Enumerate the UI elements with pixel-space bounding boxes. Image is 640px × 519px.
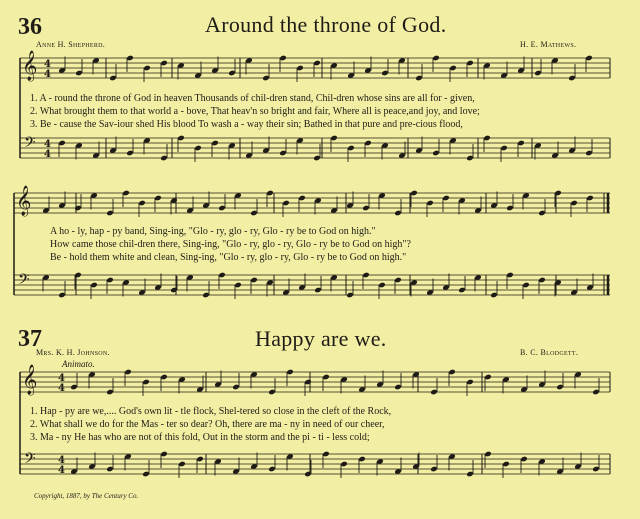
time-signature: 4 <box>58 465 65 476</box>
treble-clef: 𝄞 <box>22 365 38 395</box>
verse-line: 2. What shall we do for the Mas - ter so dear? Oh, there are ma - ny in need of our cheer, <box>30 419 385 430</box>
author-credit: Mrs. K. H. Johnson. <box>36 348 110 357</box>
hymn-number: 36 <box>18 14 42 40</box>
composer-credit: B. C. Blodgett. <box>520 348 579 357</box>
time-signature: 4 <box>58 373 65 384</box>
verse-line: How came those chil-dren there, Sing-ing, "Glo - ry, glo - ry, Glo - ry be to God on high"? <box>50 239 411 250</box>
bass-clef: 𝄢 <box>24 450 36 471</box>
verse-line: 1. Hap - py are we,.... God's own lit - tle flock, Shel-tered so close in the cleft of the Rock, <box>30 406 392 417</box>
time-signature: 4 <box>44 59 51 70</box>
verse-line: 1. A - round the throne of God in heaven Thousands of chil-dren stand, Chil-dren whose sins are all for - given, <box>30 93 475 104</box>
time-signature: 4 <box>44 139 51 150</box>
verse-line: 2. What brought them to that world a - bove, That heav'n so bright and fair, Where all is peace,and joy, and love; <box>30 106 480 117</box>
composer-credit: H. E. Mathews. <box>520 40 577 49</box>
time-signature: 4 <box>44 149 51 160</box>
copyright-notice: Copyright, 1887, by The Century Co. <box>34 492 139 500</box>
hymn-title: Around the throne of God. <box>205 12 447 37</box>
treble-clef: 𝄞 <box>16 186 32 216</box>
verse-line: 3. Be - cause the Sav-iour shed His blood To wash a - way their sin; Bathed in that pure and pre-cious flood, <box>30 119 463 130</box>
treble-clef: 𝄞 <box>22 51 38 81</box>
bass-clef: 𝄢 <box>18 271 30 292</box>
verse-line: 3. Ma - ny He has who are not of this fold, Out in the storm and the pi - ti - less cold; <box>30 432 370 443</box>
verse-line: A ho - ly, hap - py band, Sing-ing, "Glo - ry, glo - ry, Glo - ry be to God on high." <box>50 226 376 237</box>
verse-line: Be - hold them white and clean, Sing-ing, "Glo - ry, glo - ry, Glo - ry be to God on high." <box>50 252 407 263</box>
hymn-title: Happy are we. <box>255 326 387 351</box>
tempo-marking: Animato. <box>62 359 95 369</box>
author-credit: Anne H. Shepherd. <box>36 40 106 49</box>
time-signature: 4 <box>58 455 65 466</box>
bass-clef: 𝄢 <box>24 134 36 155</box>
time-signature: 4 <box>58 383 65 394</box>
hymn-number: 37 <box>18 326 42 352</box>
time-signature: 4 <box>44 69 51 80</box>
